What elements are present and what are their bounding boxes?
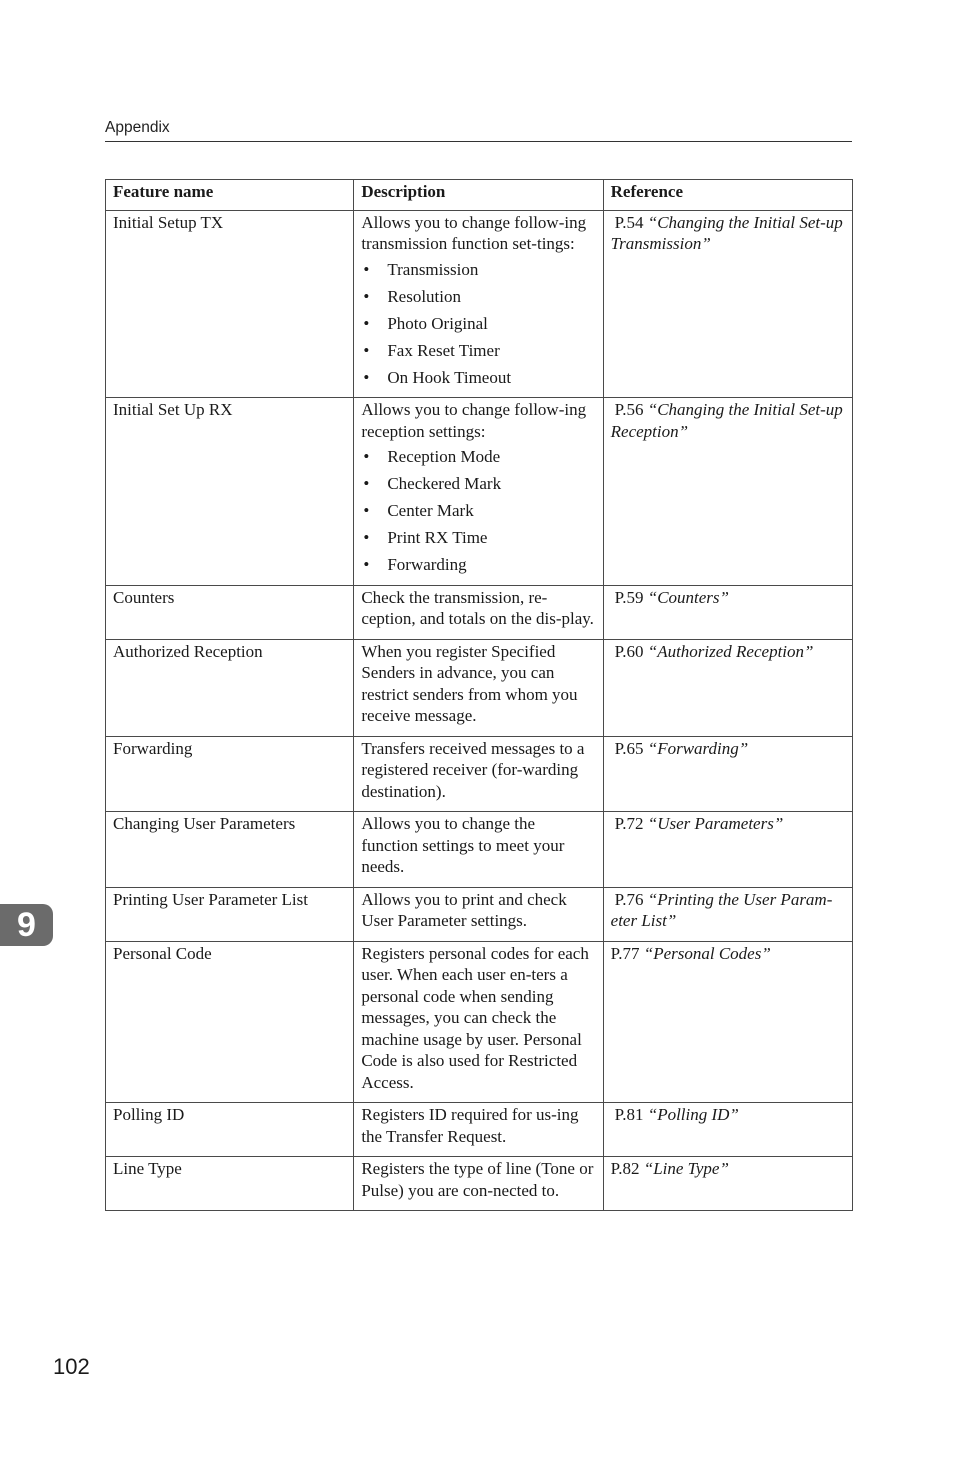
description-cell: Transfers received messages to a registered receiver (for-warding destination). bbox=[354, 736, 603, 812]
reference-link[interactable]: “Printing the User Param-eter List” bbox=[610, 889, 833, 930]
reference-link[interactable]: “Changing the Initial Set-up Transmission” bbox=[610, 212, 843, 253]
column-header-description: Description bbox=[354, 180, 603, 211]
reference-cell bbox=[603, 736, 852, 812]
feature-name-cell: Line Type bbox=[106, 1157, 354, 1211]
reference-cell bbox=[603, 812, 852, 888]
feature-table bbox=[105, 179, 853, 1211]
table-row bbox=[106, 1157, 853, 1211]
feature-name-cell: Personal Code bbox=[106, 941, 354, 1103]
feature-name-cell: Changing User Parameters bbox=[106, 812, 354, 888]
reference-link[interactable]: “User Parameters” bbox=[647, 814, 784, 833]
table-row bbox=[106, 398, 853, 586]
reference-page: P.60 bbox=[614, 641, 644, 661]
reference-link[interactable]: “Polling ID” bbox=[647, 1105, 739, 1124]
list-item: • On Hook Timeout bbox=[361, 367, 595, 389]
description-cell: Check the transmission, re-ception, and totals on the dis-play. bbox=[354, 585, 603, 639]
description-text: Allows you to change follow-ing reception settings: bbox=[361, 400, 587, 441]
page-number: 102 bbox=[53, 1354, 90, 1379]
feature-name-cell: Initial Setup TX bbox=[106, 210, 354, 398]
description-cell: When you register Specified Senders in advance, you can restrict senders from whom you receive message. bbox=[354, 639, 603, 736]
description-cell bbox=[354, 398, 603, 586]
table-row bbox=[106, 210, 853, 398]
table-row bbox=[106, 585, 853, 639]
reference-page: P.76 bbox=[614, 889, 644, 909]
reference-cell bbox=[603, 210, 852, 398]
table-row bbox=[106, 1103, 853, 1157]
reference-cell bbox=[603, 887, 852, 941]
reference-link[interactable]: “Counters” bbox=[647, 587, 729, 607]
reference-page: P.54 bbox=[614, 212, 644, 232]
setting-list bbox=[361, 446, 595, 576]
list-item: • Checkered Mark bbox=[361, 473, 595, 495]
reference-cell bbox=[603, 398, 852, 586]
list-item: • Center Mark bbox=[361, 500, 595, 522]
reference-cell bbox=[603, 585, 852, 639]
description-cell bbox=[354, 210, 603, 398]
reference-cell bbox=[603, 1103, 852, 1157]
list-item: • Fax Reset Timer bbox=[361, 340, 595, 362]
reference-page: P.77 bbox=[610, 943, 640, 963]
list-item: • Forwarding bbox=[361, 554, 595, 576]
table-row bbox=[106, 639, 853, 736]
reference-page: P.65 bbox=[614, 738, 644, 758]
list-item: • Transmission bbox=[361, 259, 595, 281]
table-header-row bbox=[106, 180, 853, 211]
list-item: • Reception Mode bbox=[361, 446, 595, 468]
description-cell: Registers ID required for us-ing the Transfer Request. bbox=[354, 1103, 603, 1157]
header-rule bbox=[105, 141, 852, 142]
reference-link[interactable]: “Authorized Reception” bbox=[647, 641, 814, 661]
setting-list bbox=[361, 259, 595, 389]
table-row bbox=[106, 887, 853, 941]
description-cell: Allows you to print and check User Parameter settings. bbox=[354, 887, 603, 941]
reference-page: P.81 bbox=[614, 1105, 644, 1124]
feature-name-cell: Polling ID bbox=[106, 1103, 354, 1157]
description-text: Allows you to change follow-ing transmission function set-tings: bbox=[361, 212, 587, 253]
table-row bbox=[106, 812, 853, 888]
reference-cell bbox=[603, 941, 852, 1103]
list-item: • Photo Original bbox=[361, 313, 595, 335]
reference-page: P.59 bbox=[614, 587, 644, 607]
description-cell: Registers the type of line (Tone or Pulse) you are con-nected to. bbox=[354, 1157, 603, 1211]
reference-link[interactable]: “Line Type” bbox=[643, 1159, 729, 1178]
feature-name-cell: Initial Set Up RX bbox=[106, 398, 354, 586]
column-header-reference: Reference bbox=[603, 180, 852, 211]
reference-page: P.82 bbox=[610, 1159, 640, 1178]
reference-cell bbox=[603, 1157, 852, 1211]
list-item: • Print RX Time bbox=[361, 527, 595, 549]
reference-page: P.56 bbox=[614, 400, 644, 419]
list-item: • Resolution bbox=[361, 286, 595, 308]
feature-name-cell: Forwarding bbox=[106, 736, 354, 812]
reference-link[interactable]: “Personal Codes” bbox=[643, 943, 771, 963]
reference-link[interactable]: “Forwarding” bbox=[647, 738, 749, 758]
table-row bbox=[106, 941, 853, 1103]
description-cell: Registers personal codes for each user. When each user en-ters a personal code when sending messages, you can check the machine usage by user. Personal Code is also used for Restricted Access. bbox=[354, 941, 603, 1103]
reference-cell bbox=[603, 639, 852, 736]
chapter-tab: 9 bbox=[0, 904, 53, 946]
reference-link[interactable]: “Changing the Initial Set-up Reception” bbox=[610, 400, 843, 441]
column-header-feature: Feature name bbox=[106, 180, 354, 211]
running-header: Appendix bbox=[105, 119, 170, 136]
feature-name-cell: Printing User Parameter List bbox=[106, 887, 354, 941]
table-row bbox=[106, 736, 853, 812]
reference-page: P.72 bbox=[614, 814, 644, 833]
feature-name-cell: Counters bbox=[106, 585, 354, 639]
feature-name-cell: Authorized Reception bbox=[106, 639, 354, 736]
description-cell: Allows you to change the function settings to meet your needs. bbox=[354, 812, 603, 888]
